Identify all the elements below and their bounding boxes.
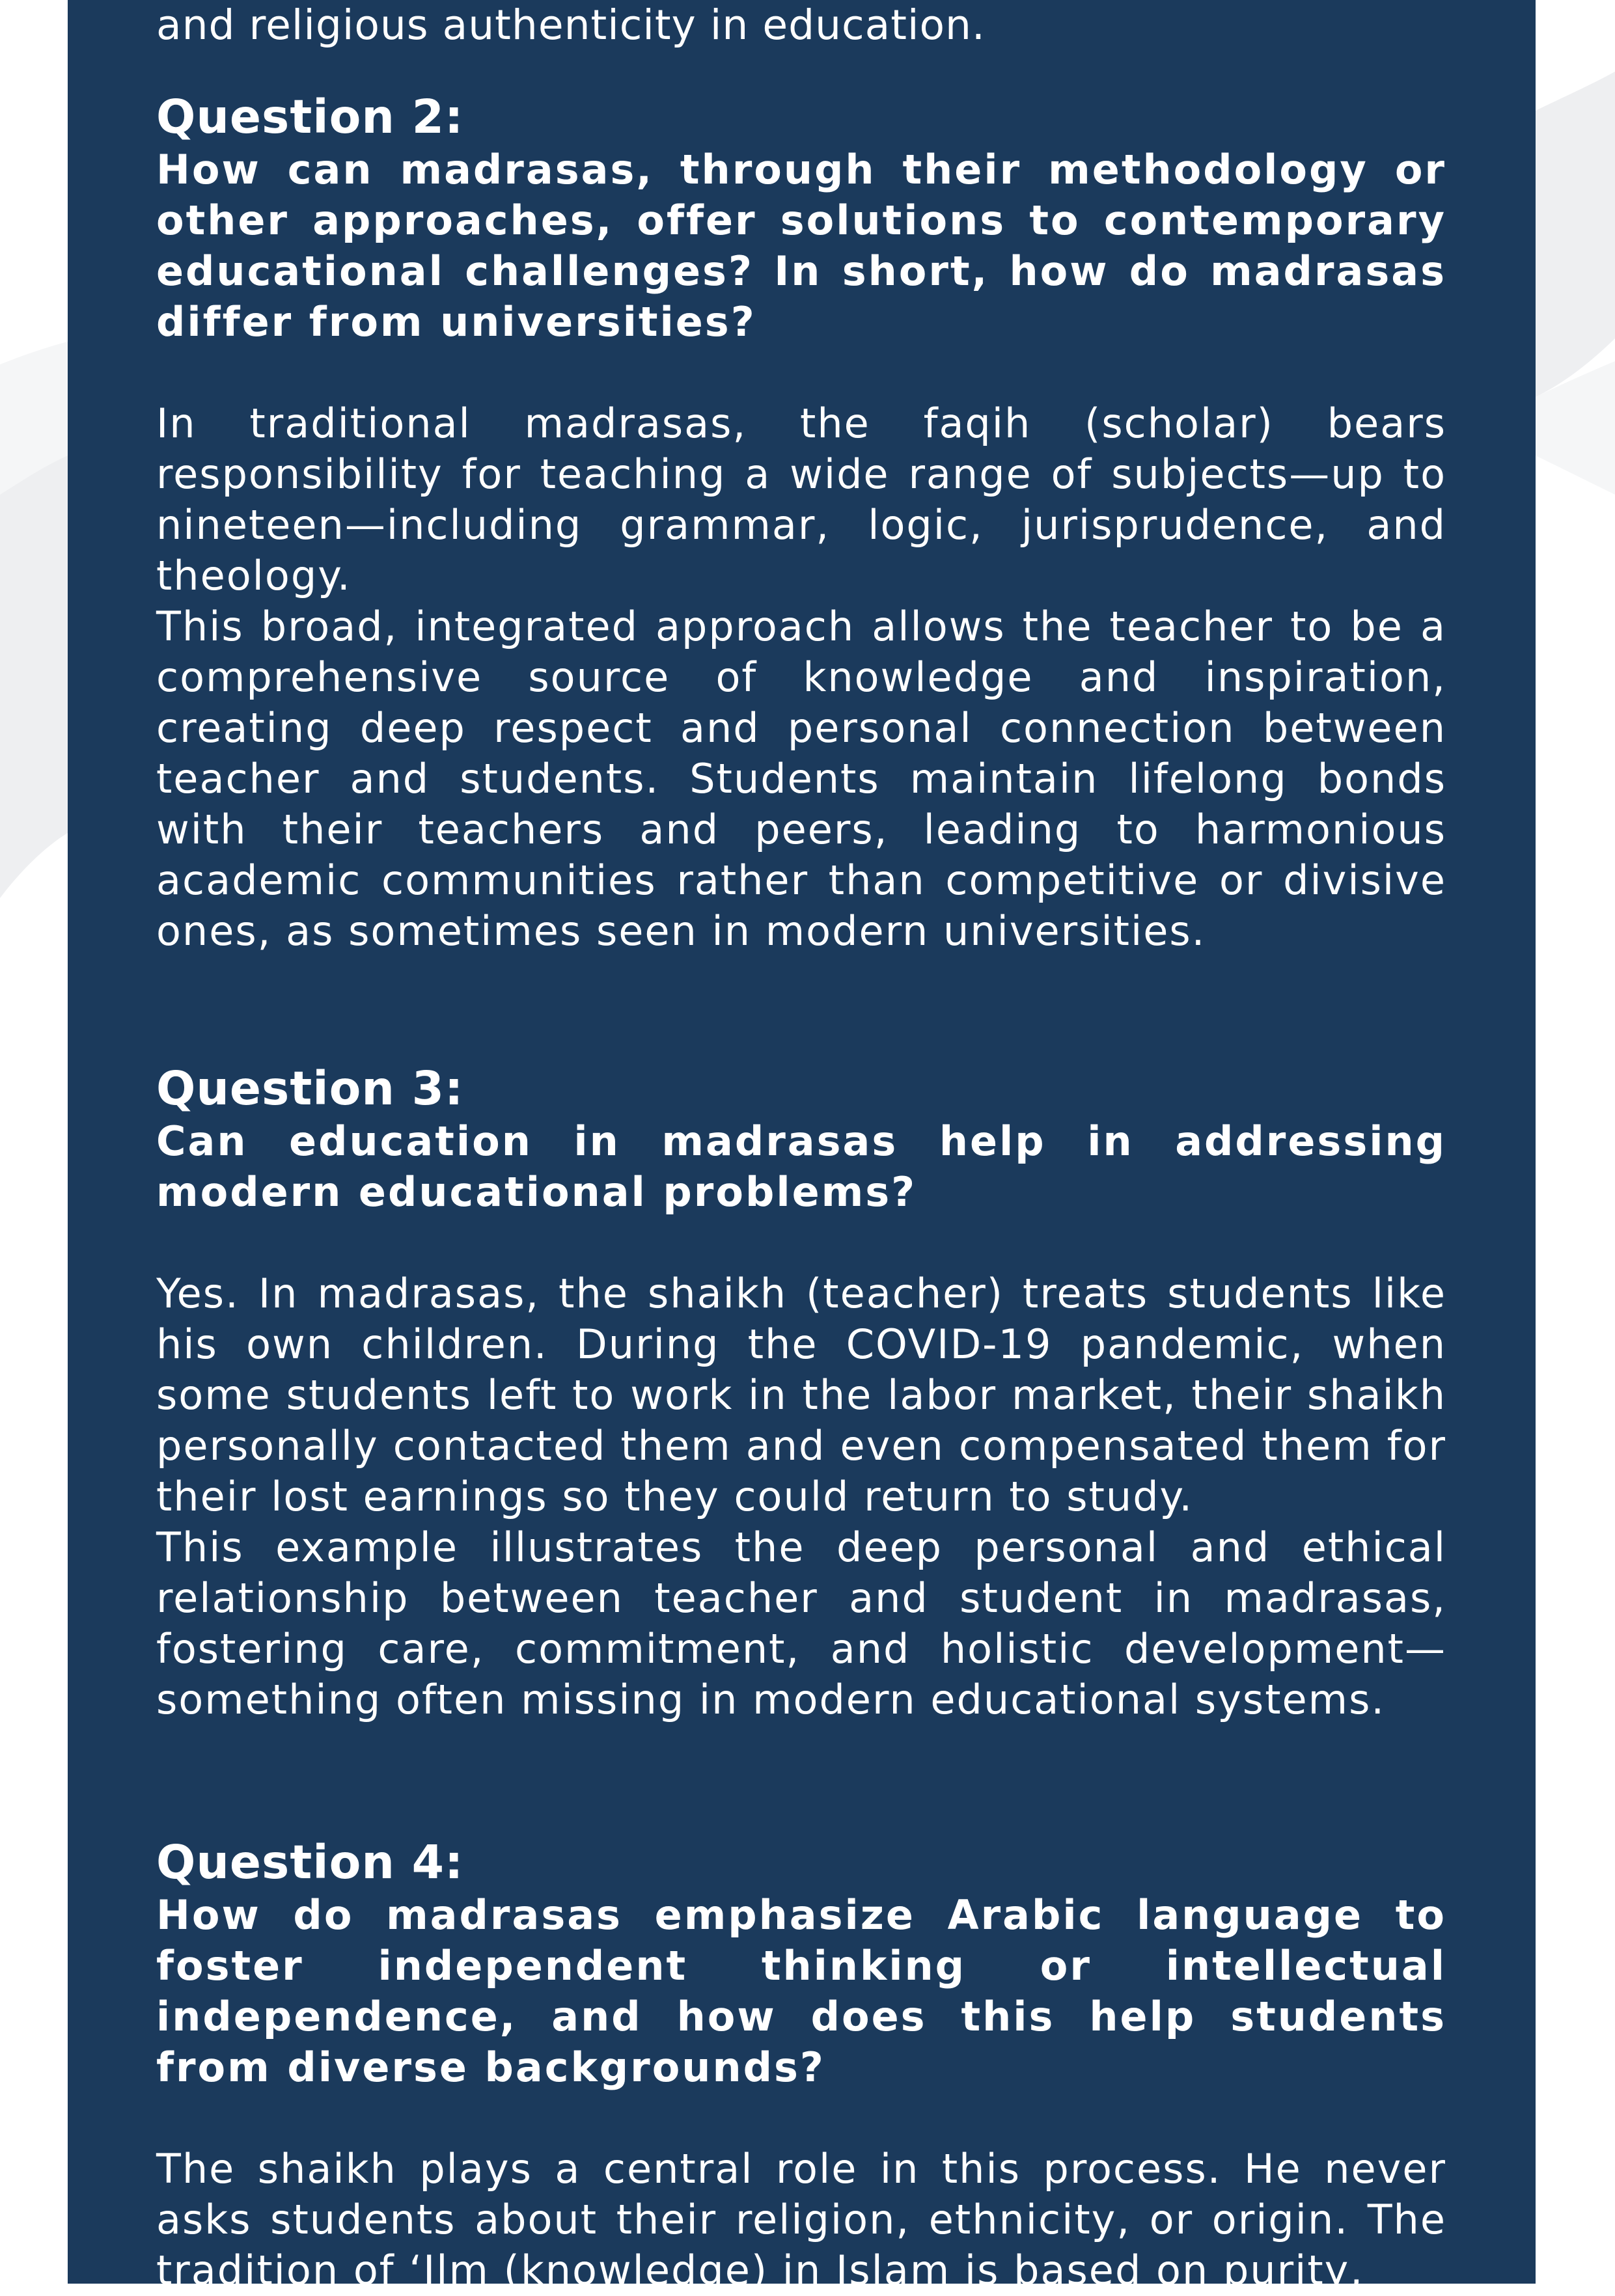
answer-paragraph: This example illustrates the deep personal and ethical relationship between teacher and student in madrasas, fostering care, commitment, and holistic development—something often missing in modern educational systems. — [156, 1524, 1446, 1723]
question-4-section — [156, 1835, 1446, 2296]
right-wave-decor — [1536, 72, 1615, 397]
question-3-section — [156, 1061, 1446, 1725]
answer-paragraph: Yes. In madrasas, the shaikh (teacher) treats students like his own children. During the COVID-19 pandemic, when some students left to work in the labor market, their shaikh personally contacted them and even compensated them for their lost earnings so they could return to study. — [156, 1270, 1446, 1520]
question-2-answer — [156, 398, 1446, 957]
question-3-text: Can education in madrasas help in addressing modern educational problems? — [156, 1117, 1446, 1216]
question-2-text: How can madrasas, through their methodology or other approaches, offer solutions to contemporary educational challenges? In short, how do madrasas differ from universities? — [156, 146, 1446, 346]
question-3-label: Question 3: — [156, 1061, 464, 1115]
answer-paragraph: The shaikh plays a central role in this process. He never asks students about their religion, ethnicity, or origin. The tradition of ‘Ilm (knowledge) in Islam is based on purity, — [156, 2145, 1446, 2294]
question-3-answer — [156, 1268, 1446, 1725]
left-wave-decor — [0, 449, 68, 898]
question-2-label: Question 2: — [156, 90, 464, 144]
answer-paragraph: This broad, integrated approach allows the teacher to be a comprehensive source of knowledge and inspiration, creating deep respect and personal connection between teacher and students. Students maintain lifelong bonds with their teachers and peers, leading to harmonious academic communities rather than competitive or divisive ones, as sometimes seen in modern universities. — [156, 603, 1446, 955]
question-4-label: Question 4: — [156, 1835, 464, 1889]
question-2-section — [156, 90, 1446, 957]
question-4-text: How do madrasas emphasize Arabic language to foster independent thinking or intellectual independence, and how does this help students from diverse backgrounds? — [156, 1891, 1446, 2091]
question-4-answer — [156, 2144, 1446, 2296]
answer-paragraph: In traditional madrasas, the faqih (scholar) bears responsibility for teaching a wide range of subjects—up to nineteen—including grammar, logic, jurisprudence, and theology. — [156, 400, 1446, 599]
intro-continuation-text: and religious authenticity in education. — [156, 1, 986, 49]
